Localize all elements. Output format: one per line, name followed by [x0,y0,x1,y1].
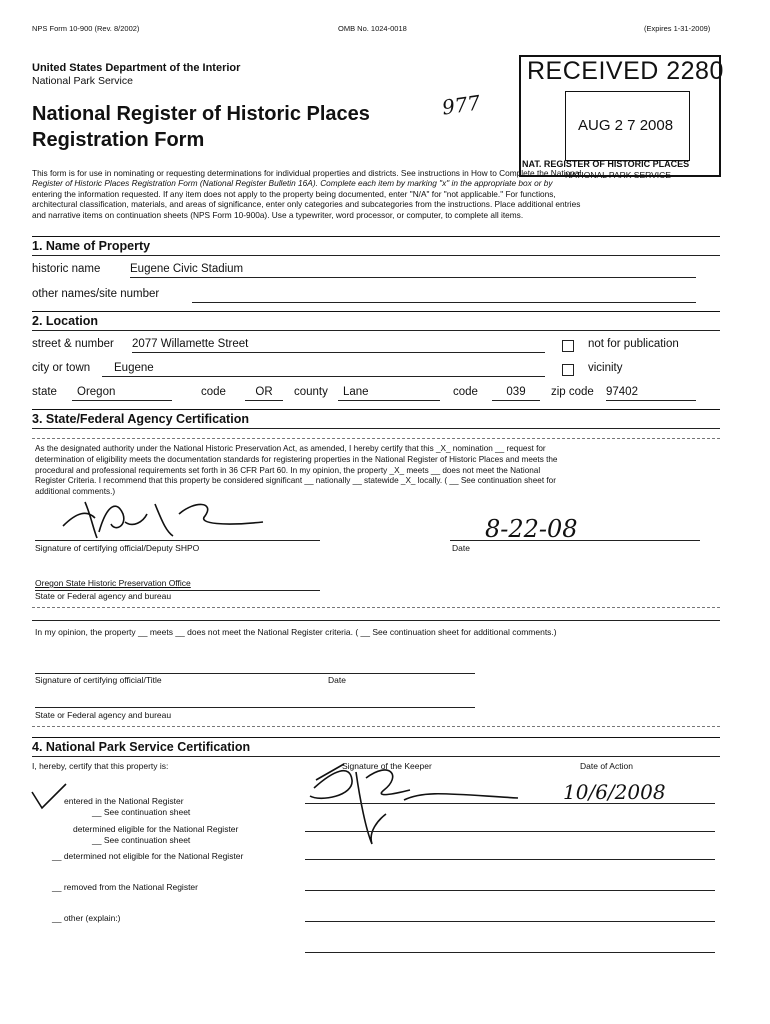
historic-name-field[interactable]: Eugene Civic Stadium [130,263,696,278]
keeper-line [305,859,715,860]
historic-name-label: historic name [32,263,101,275]
state-label: state [32,386,57,398]
section-3-title: 3. State/Federal Agency Certification [32,412,249,426]
shpo-date-label: Date [452,543,470,553]
street-field[interactable]: 2077 Willamette Street [132,338,545,353]
divider [32,428,720,429]
handwritten-reference: 977 [440,90,482,120]
agency-name: Oregon State Historic Preservation Office [35,578,191,588]
signature-line [35,673,475,674]
status-removed[interactable]: __ removed from the National Register [52,882,198,892]
nps-opinion-statement: In my opinion, the property __ meets __ does not meet the National Register criteria. ( __ See continuation sheet for additional comments.) [35,627,557,637]
bureau-line [35,707,475,708]
agency-bureau-label-2: State or Federal agency and bureau [35,710,172,720]
stamp-register-line: NAT. REGISTER OF HISTORIC PLACES [522,159,690,169]
divider [32,255,720,256]
certification-line: procedural and professional requirements set forth in 36 CFR Part 60. In my opinion, the property _X_ meets __ does not meet the National [35,465,541,475]
intro-line: architectural classification, materials, and areas of significance, enter only categories and subcategories from the instructions. Place additional entries [32,199,581,210]
department: United States Department of the Interior [32,62,241,74]
keeper-line [305,803,715,804]
intro-line: Register of Historic Places Registration Form (National Register Bulletin 16A). Complete each item by marking "x" in the appropriate box or by [32,178,553,189]
date-of-action-label: Date of Action [580,761,633,771]
divider [32,311,720,312]
certification-line: additional comments.) [35,487,116,497]
stamp-received: RECEIVED 2280 [527,57,724,85]
stamp-service-line: NATIONAL PARK SERVICE [565,170,671,180]
agency-bureau-label: State or Federal agency and bureau [35,591,172,601]
zip-label: zip code [551,386,594,398]
nps-certify-statement: I, hereby, certify that this property is: [32,761,169,771]
zip-field[interactable]: 97402 [606,386,696,401]
service: National Park Service [32,75,133,87]
not-for-publication-checkbox[interactable] [562,340,574,352]
certifying-date-label: Date [328,675,346,685]
certifying-official-label: Signature of certifying official/Title [35,675,162,685]
county-value: Lane [343,386,369,398]
date-of-action: 10/6/2008 [563,780,666,804]
street-label: street & number [32,338,114,350]
stamp-date-box [565,91,690,161]
shpo-signature-label: Signature of certifying official/Deputy SHPO [35,543,200,553]
keeper-line [305,831,715,832]
city-value: Eugene [114,362,154,374]
not-for-publication-label: not for publication [588,338,679,350]
certification-line: determination of eligibility meets the documentation standards for registering properties in the National Register of Historic Places and meets the [35,454,558,464]
state-code-field[interactable]: OR [245,386,283,401]
section-4-title: 4. National Park Service Certification [32,740,251,754]
status-not-eligible[interactable]: __ determined not eligible for the National Register [52,851,244,861]
divider [32,620,720,621]
keeper-line [305,952,715,953]
status-other[interactable]: __ other (explain:) [52,913,121,923]
intro-line: This form is for use in nominating or requesting determinations for individual properties and districts. See instructions in How to Complete the National [32,168,582,178]
certification-line: As the designated authority under the National Historic Preservation Act, as amended, I hereby certify that this _X_ nomination __ request for [35,444,546,453]
vicinity-label: vicinity [588,362,623,374]
form-title-line1: National Register of Historic Places [32,103,370,125]
certification-line: Register Criteria. I recommend that this property be considered significant __ nationally __ statewide _X_ locally. ( __ See continuation sheet for [35,476,556,486]
keeper-signature [300,760,530,855]
divider [32,438,720,439]
divider [32,607,720,608]
section-2-title: 2. Location [32,314,98,328]
shpo-signature [55,492,265,542]
stamp-date: AUG 2 7 2008 [578,117,674,134]
shpo-signature-date: 8-22-08 [485,515,578,543]
eligible-continuation[interactable]: __ See continuation sheet [92,835,191,845]
omb-number: OMB No. 1024-0018 [338,24,407,33]
form-number: NPS Form 10-900 (Rev. 8/2002) [32,24,140,33]
entered-continuation[interactable]: __ See continuation sheet [92,807,191,817]
state-code-label: code [201,386,226,398]
keeper-signature-label: Signature of the Keeper [342,761,432,771]
divider [32,756,720,757]
date-line [450,540,700,541]
intro-line: entering the information requested. If any item does not apply to the property being documented, enter "N/A" for "not applicable." For functions, [32,188,556,199]
state-field[interactable] [72,386,172,401]
county-code-field[interactable]: 039 [492,386,540,401]
keeper-line [305,890,715,891]
vicinity-checkbox[interactable] [562,364,574,376]
certification-paragraph [35,444,557,498]
county-code-label: code [453,386,478,398]
divider [32,409,720,410]
intro-paragraph [32,168,581,220]
state-value: Oregon [77,386,116,398]
section-1-title: 1. Name of Property [32,239,151,253]
county-field[interactable] [338,386,440,401]
county-label: county [294,386,328,398]
expiration: (Expires 1-31-2009) [644,24,711,33]
status-entered[interactable]: entered in the National Register [64,796,184,806]
status-determined-eligible[interactable]: determined eligible for the National Register [73,824,239,834]
city-label: city or town [32,362,91,374]
form-title-line2: Registration Form [32,129,205,151]
divider [32,737,720,738]
intro-line: and narrative items on continuation sheets (NPS Form 10-900a). Use a typewriter, word processor, or computer, to complete all items. [32,209,524,220]
divider [32,236,720,237]
signature-line [35,540,320,541]
other-names-field[interactable] [192,288,696,303]
keeper-line [305,921,715,922]
divider [32,330,720,331]
divider [32,726,720,727]
city-field[interactable] [102,362,545,377]
other-names-label: other names/site number [32,288,160,300]
